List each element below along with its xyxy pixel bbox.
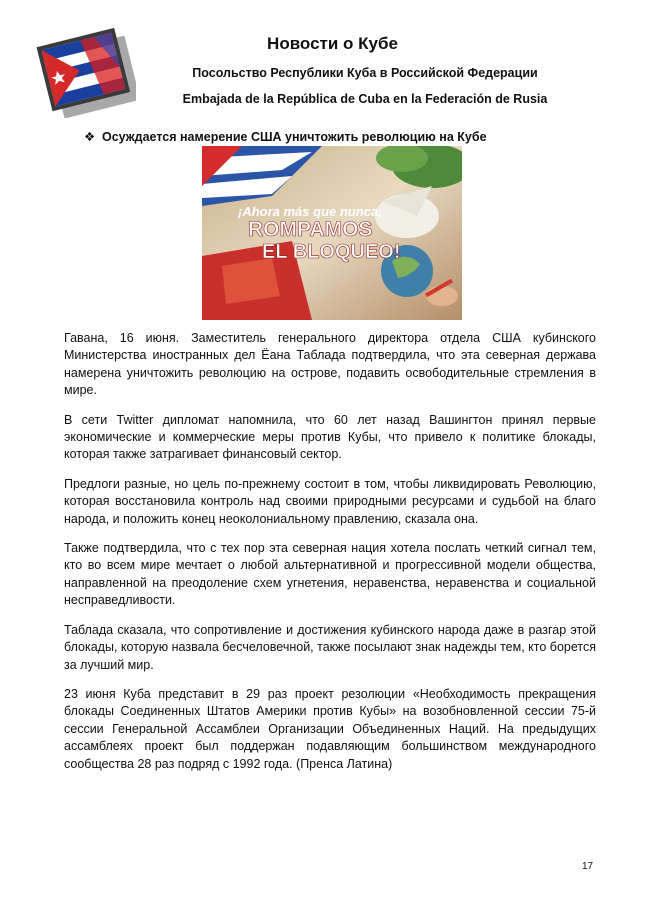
article-paragraph: Гавана, 16 июня. Заместитель генерального директора отдела США кубинского Министерства иностранных дел Ёана Таблада подтвердила, что эта северная держава намерена уничтожить революцию на острове, подавить освободительные стремления в мире. — [64, 331, 596, 398]
article-headline-text: Осуждается намерение США уничтожить революцию на Кубе — [102, 130, 487, 144]
article-paragraph: Также подтвердила, что с тех пор эта северная нация хотела послать четкий сигнал тем, кто во всем мире мечтает о любой альтернативной и прогрессивной модели общества, направленной на преодоление схем угнетения, неравенства, неравенства и социальной несправедливости. — [64, 541, 596, 608]
poster-text-line1: ¡Ahora más que nunca, — [238, 204, 382, 219]
embassy-name-ru: Посольство Республики Куба в Российской Федерации — [192, 66, 538, 80]
page-title: Новости о Кубе — [267, 34, 398, 53]
article-headline — [84, 129, 487, 144]
article-paragraph: Предлоги разные, но цель по-прежнему состоит в том, чтобы ликвидировать Революцию, которая восстановила контроль над своими природными ресурсами и судьбой на благо народа, и положить конец неоколониальному правлению, сказала она. — [64, 476, 596, 526]
page-number: 17 — [582, 861, 594, 872]
poster-text-line3: EL BLOQUEO! — [262, 241, 401, 263]
rompamos-el-bloqueo-poster-image — [202, 146, 462, 320]
embassy-name-es: Embajada de la República de Cuba en la Federación de Rusia — [182, 92, 548, 106]
poster-text-line2: ROMPAMOS — [248, 218, 373, 241]
article-body — [64, 330, 596, 785]
diamond-bullet-icon: ❖ — [84, 130, 96, 144]
article-paragraph: 23 июня Куба представит в 29 раз проект резолюции «Необходимость прекращения блокады Соединенных Штатов Америки против Кубы» на возобновленной сессии 75-й сессии Генеральной Ассамблеи Организации Объединенных Наций. На предыдущих ассамблеях проект был поддержан подавляющим большинством международного сообщества 28 раз подряд с 1992 года. (Пренса Латина) — [64, 686, 596, 771]
article-paragraph: Таблада сказала, что сопротивление и достижения кубинского народа даже в разгар этой блокады, которую назвала бесчеловечной, также посылают знак надежды тем, кто борется за лучший мир. — [64, 622, 596, 672]
article-paragraph: В сети Twitter дипломат напомнила, что 60 лет назад Вашингтон принял первые экономические и коммерческие меры против Кубы, что привело к политике блокады, которая также затрагивает финансовый сектор. — [64, 412, 596, 462]
